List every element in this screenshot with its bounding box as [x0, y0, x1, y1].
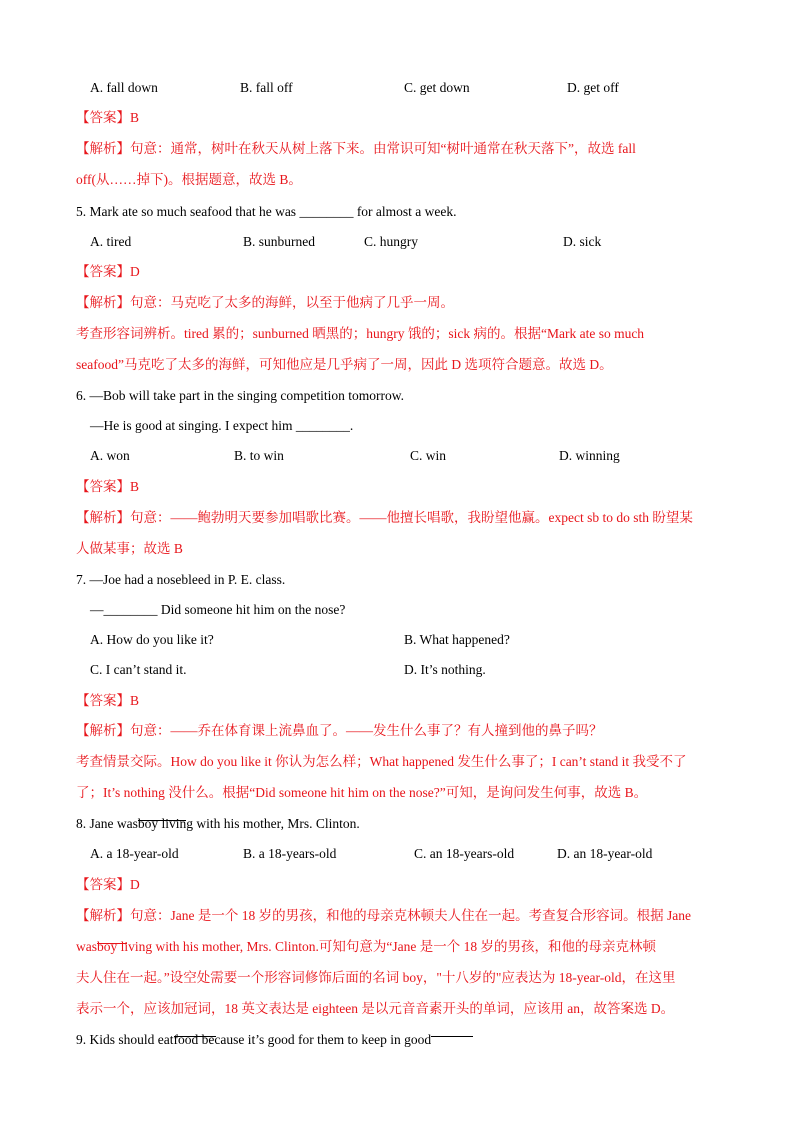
q4-option-a[interactable]: A. fall down — [90, 80, 158, 95]
answer-value: D — [130, 264, 140, 279]
q8-option-a[interactable]: A. a 18-year-old — [90, 846, 179, 861]
q6-options — [0, 441, 800, 471]
q7-stem-cont — [0, 595, 800, 625]
q6-explanation-cont — [0, 534, 800, 564]
stem-text: —________ Did someone hit him on the nose? — [90, 602, 346, 617]
explanation-text: was — [76, 939, 97, 954]
stem-text: 5. Mark ate so much seafood that he was — [76, 204, 300, 219]
q4-explanation — [0, 134, 800, 164]
blank-mark — [97, 932, 127, 944]
explanation-text: 了；It’s nothing 没什么。根据“Did someone hit him on the nose?”可知，是询问发生何事，故选 B。 — [76, 785, 648, 800]
explanation-text: 句意：通常，树叶在秋天从树上落下来。由常识可知“树叶通常在秋天落下”，故选 fall — [130, 141, 636, 156]
answer-blank[interactable]: ________ — [299, 204, 354, 219]
stem-text: 6. —Bob will take part in the singing competition tomorrow. — [76, 388, 404, 403]
q4-answer — [0, 103, 800, 133]
stem-text: 8. Jane was — [76, 816, 138, 831]
q8-option-c[interactable]: C. an 18-years-old — [414, 846, 515, 861]
q7-option-c[interactable]: C. I can’t stand it. — [90, 662, 187, 677]
stem-text: —He is good at singing. I expect him ________. — [90, 418, 354, 433]
q4-options — [0, 73, 800, 103]
explanation-text: off(从……掉下)。根据题意，故选 B。 — [76, 172, 302, 187]
answer-tag: 【答案】 — [76, 110, 130, 125]
q7-options-row2 — [0, 655, 800, 685]
answer-tag: 【答案】 — [76, 479, 130, 494]
q5-explanation — [0, 288, 800, 318]
q8-option-b[interactable]: B. a 18-years-old — [243, 846, 337, 861]
stem-text: boy living with his mother, Mrs. Clinton. — [137, 816, 360, 831]
explanation-text: 表示一个，应该加冠词，18 英文表达是 eighteen 是以元音音素开头的单词，应该用 an，故答案选 D。 — [76, 1001, 675, 1016]
explanation-tag: 【解析】 — [76, 141, 130, 156]
answer-value: B — [130, 110, 140, 125]
stem-text: 7. —Joe had a nosebleed in P. E. class. — [76, 572, 286, 587]
q7-option-b[interactable]: B. What happened? — [404, 632, 510, 647]
answer-blank[interactable] — [138, 809, 186, 821]
q6-answer — [0, 472, 800, 502]
q7-option-d[interactable]: D. It’s nothing. — [404, 662, 486, 677]
explanation-text: boy living with his mother, Mrs. Clinton.可知句意为“Jane 是一个 18 岁的男孩，和他的母亲克林顿 — [97, 939, 656, 954]
q8-explanation — [0, 901, 800, 931]
q8-explanation-cont — [0, 963, 800, 993]
q6-explanation — [0, 503, 800, 533]
explanation-text: 句意：——鲍勃明天要参加唱歌比赛。——他擅长唱歌，我盼望他赢。expect sb to do sth 盼望某 — [130, 510, 693, 525]
q9-stem — [0, 1025, 800, 1055]
explanation-text: seafood”马克吃了太多的海鲜，可知他应是几乎病了一周，因此 D 选项符合题意。故选 D。 — [76, 357, 613, 372]
q8-explanation-cont — [0, 932, 800, 962]
stem-text: food because it’s good for them to keep in good — [173, 1032, 432, 1047]
q5-answer — [0, 257, 800, 287]
q5-option-c[interactable]: C. hungry — [364, 234, 418, 249]
q7-option-a[interactable]: A. How do you like it? — [90, 632, 214, 647]
q5-explanation-cont — [0, 319, 800, 349]
q7-explanation — [0, 716, 800, 746]
q8-option-d[interactable]: D. an 18-year-old — [557, 846, 653, 861]
q8-explanation-cont — [0, 994, 800, 1024]
q5-option-a[interactable]: A. tired — [90, 234, 132, 249]
q7-options-row1 — [0, 625, 800, 655]
stem-text: for almost a week. — [353, 204, 457, 219]
q7-explanation-cont — [0, 778, 800, 808]
answer-value: B — [130, 693, 140, 708]
answer-tag: 【答案】 — [76, 693, 130, 708]
q6-option-d[interactable]: D. winning — [559, 448, 620, 463]
q5-explanation-cont — [0, 350, 800, 380]
explanation-tag: 【解析】 — [76, 908, 130, 923]
q6-stem-cont — [0, 411, 800, 441]
q6-option-a[interactable]: A. won — [90, 448, 130, 463]
q8-options — [0, 839, 800, 869]
q5-options — [0, 227, 800, 257]
explanation-text: 句意：马克吃了太多的海鲜，以至于他病了几乎一周。 — [130, 295, 454, 310]
stem-text: 9. Kids should eat — [76, 1032, 174, 1047]
q5-option-b[interactable]: B. sunburned — [243, 234, 315, 249]
explanation-text: 考查情景交际。How do you like it 你认为怎么样；What happened 发生什么事了；I can’t stand it 我受不了 — [76, 754, 687, 769]
answer-tag: 【答案】 — [76, 877, 130, 892]
answer-blank[interactable] — [174, 1025, 216, 1037]
q5-option-d[interactable]: D. sick — [563, 234, 602, 249]
explanation-tag: 【解析】 — [76, 723, 130, 738]
q7-explanation-cont — [0, 747, 800, 777]
q4-option-d[interactable]: D. get off — [567, 80, 619, 95]
q8-answer — [0, 870, 800, 900]
answer-blank[interactable] — [431, 1025, 473, 1037]
answer-tag: 【答案】 — [76, 264, 130, 279]
q6-option-b[interactable]: B. to win — [234, 448, 284, 463]
q4-option-c[interactable]: C. get down — [404, 80, 470, 95]
explanation-text: 人做某事；故选 B — [76, 541, 183, 556]
explanation-tag: 【解析】 — [76, 510, 130, 525]
explanation-text: 考查形容词辨析。tired 累的；sunburned 晒黑的；hungry 饿的；sick 病的。根据“Mark ate so much — [76, 326, 645, 341]
answer-value: D — [130, 877, 140, 892]
explanation-text: 句意：——乔在体育课上流鼻血了。——发生什么事了？有人撞到他的鼻子吗？ — [130, 723, 603, 738]
q4-explanation-cont — [0, 165, 800, 195]
explanation-text: 句意：Jane 是一个 18 岁的男孩，和他的母亲克林顿夫人住在一起。考查复合形容词。根据 Jane — [130, 908, 691, 923]
q7-answer — [0, 686, 800, 716]
q8-stem — [0, 809, 800, 839]
q5-stem — [0, 197, 800, 227]
q4-option-b[interactable]: B. fall off — [240, 80, 293, 95]
q6-option-c[interactable]: C. win — [410, 448, 447, 463]
q6-stem — [0, 381, 800, 411]
q7-stem — [0, 565, 800, 595]
explanation-tag: 【解析】 — [76, 295, 130, 310]
explanation-text: 夫人住在一起。”设空处需要一个形容词修饰后面的名词 boy，"十八岁的"应表达为 18-year-old，在这里 — [76, 970, 676, 985]
answer-value: B — [130, 479, 140, 494]
